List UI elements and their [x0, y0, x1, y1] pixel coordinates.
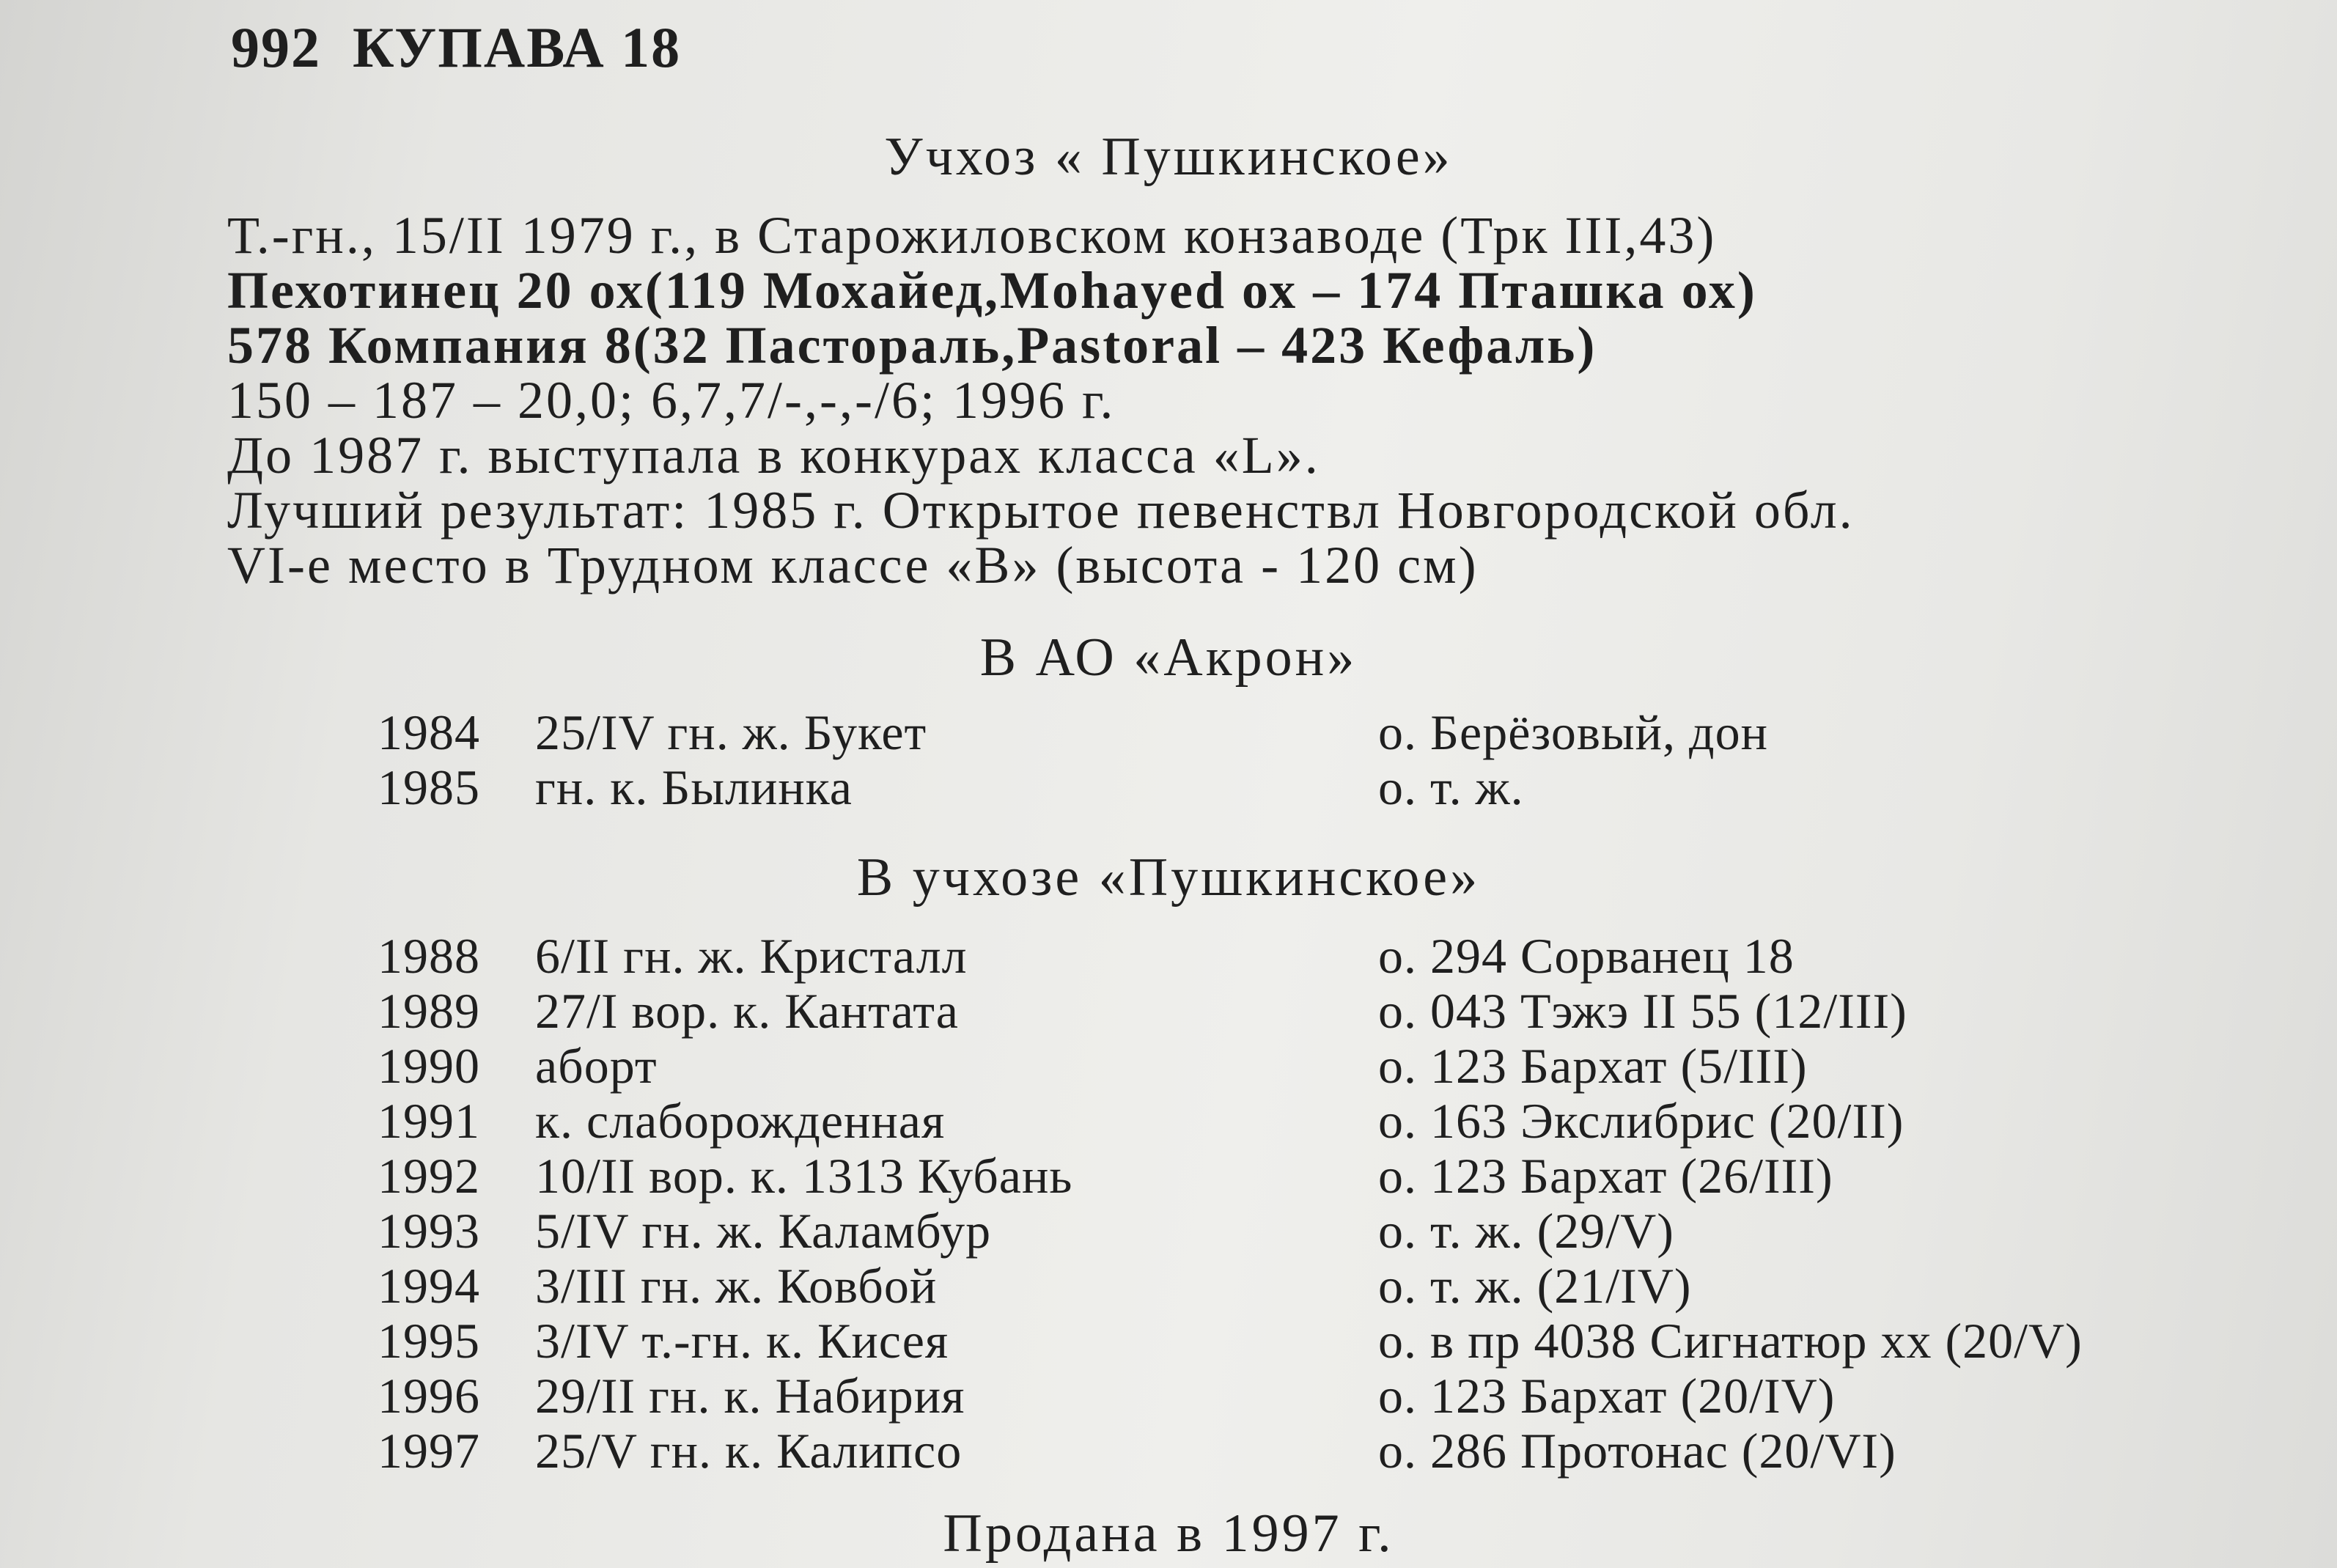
row-event: 3/IV т.-гн. к. Кисея — [535, 1313, 949, 1369]
table-row — [0, 704, 2337, 762]
entry-heading: 992 КУПАВА 18 — [231, 15, 682, 79]
row-year: 1991 — [378, 1093, 480, 1149]
row-year: 1984 — [378, 704, 480, 760]
row-sire: о. 123 Бархат (5/III) — [1378, 1038, 1808, 1094]
sold-note: Продана в 1997 г. — [943, 1503, 1394, 1564]
best-result-line: Лучший результат: 1985 г. Открытое певенствл Новгородской обл. — [227, 481, 1855, 540]
row-sire: о. 163 Экслибрис (20/II) — [1378, 1093, 1904, 1149]
table-row — [0, 1367, 2337, 1426]
table-row — [0, 1312, 2337, 1371]
table-row — [0, 1147, 2337, 1206]
measurements-line: 150 – 187 – 20,0; 6,7,7/-,-,-/6; 1996 г. — [227, 371, 1116, 430]
row-year: 1985 — [378, 759, 480, 815]
row-year: 1997 — [378, 1423, 480, 1479]
best-result-detail: VI-е место в Трудном классе «В» (высота - 120 см) — [227, 536, 1479, 595]
dam-pedigree-line: 578 Компания 8(32 Пастораль,Pastoral – 423 Кефаль) — [227, 316, 1597, 375]
row-event: 5/IV гн. ж. Каламбур — [535, 1203, 992, 1259]
row-sire: о. т. ж. (21/IV) — [1378, 1258, 1692, 1314]
birth-line: Т.-гн., 15/II 1979 г., в Старожиловском конзаводе (Трк III,43) — [227, 206, 1717, 265]
table-row — [0, 1092, 2337, 1151]
row-event: 25/V гн. к. Калипсо — [535, 1423, 963, 1479]
row-sire: о. 043 Тэжэ II 55 (12/III) — [1378, 983, 1907, 1039]
section-title-akron: В АО «Акрон» — [979, 627, 1358, 688]
row-year: 1989 — [378, 983, 480, 1039]
row-sire: о. т. ж. — [1378, 759, 1524, 815]
row-event: 3/III гн. ж. Ковбой — [535, 1258, 938, 1314]
row-event: 10/II вор. к. 1313 Кубань — [535, 1148, 1073, 1204]
table-row — [0, 1037, 2337, 1096]
row-sire: о. в пр 4038 Сигнатюр хх (20/V) — [1378, 1313, 2083, 1369]
row-year: 1992 — [378, 1148, 480, 1204]
sire-pedigree-line: Пехотинец 20 ох(119 Мохайед,Mohayed ох – 174 Пташка ох) — [227, 261, 1757, 320]
table-row — [0, 927, 2337, 986]
row-event: к. слаборожденная — [535, 1093, 946, 1149]
table-row — [0, 1257, 2337, 1316]
row-event: аборт — [535, 1038, 658, 1094]
row-year: 1993 — [378, 1203, 480, 1259]
table-row — [0, 759, 2337, 817]
row-year: 1995 — [378, 1313, 480, 1369]
row-year: 1990 — [378, 1038, 480, 1094]
row-event: 6/II гн. ж. Кристалл — [535, 928, 968, 984]
table-row — [0, 1422, 2337, 1481]
owner-heading: Учхоз « Пушкинское» — [884, 127, 1453, 187]
row-sire: о. 123 Бархат (20/IV) — [1378, 1368, 1836, 1424]
row-sire: о. Берёзовый, дон — [1378, 704, 1769, 760]
row-year: 1996 — [378, 1368, 480, 1424]
section-title-pushkinskoe: В учхозе «Пушкинское» — [856, 847, 1481, 908]
row-sire: о. 123 Бархат (26/III) — [1378, 1148, 1833, 1204]
row-event: 27/I вор. к. Кантата — [535, 983, 959, 1039]
competition-note: До 1987 г. выступала в конкурах класса «L». — [227, 426, 1320, 485]
row-event: гн. к. Былинка — [535, 759, 853, 815]
row-year: 1988 — [378, 928, 480, 984]
row-sire: о. 286 Протонас (20/VI) — [1378, 1423, 1896, 1479]
row-event: 29/II гн. к. Набирия — [535, 1368, 965, 1424]
row-event: 25/IV гн. ж. Букет — [535, 704, 927, 760]
row-sire: о. т. ж. (29/V) — [1378, 1203, 1674, 1259]
row-year: 1994 — [378, 1258, 480, 1314]
row-sire: о. 294 Сорванец 18 — [1378, 928, 1795, 984]
table-row — [0, 1202, 2337, 1261]
table-row — [0, 982, 2337, 1041]
